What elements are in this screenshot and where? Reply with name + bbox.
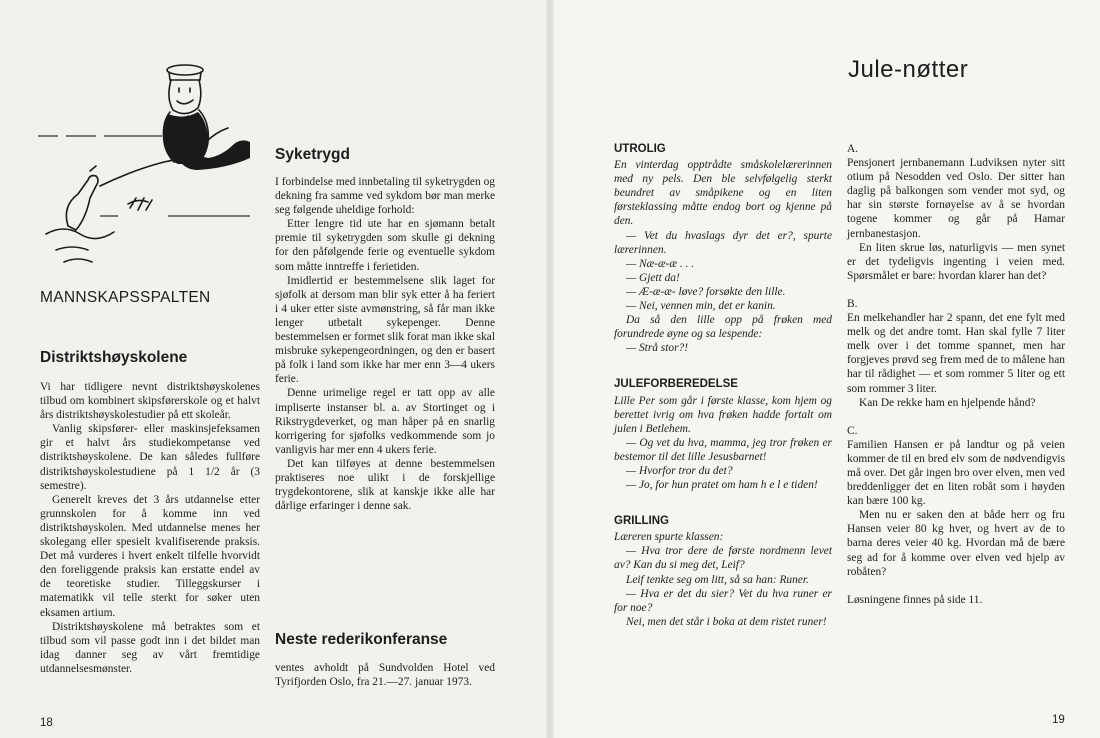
puzzle-c — [847, 424, 1065, 579]
paragraph: I forbindelse med innbetaling til syketrygden og dekning fra samme ved sykdom bør man merke seg følgende uheldige forhold: — [275, 176, 495, 217]
article-body-syketrygd — [275, 175, 495, 513]
joke-line: Nei, men det står i boka at dem ristet runer! — [626, 615, 827, 628]
joke-line: Lille Per som går i første klasse, kom hjem og berettet ivrig om hva frøken hadde fortalt om julen i Betlehem. — [614, 394, 832, 435]
joke-line: — Vet du hvaslags dyr det er?, spurte lærerinnen. — [614, 229, 832, 256]
paragraph: Etter lengre tid ute har en sjømann betalt premie til syketrygden som skulle gi dekning for den påfølgende ferie og eventuelle sykdom som måtte inntreffe i ferietiden. — [275, 218, 495, 273]
joke-line: — Gjett da! — [626, 271, 680, 284]
paragraph: ventes avholdt på Sundvolden Hotel ved Tyrifjorden Oslo, fra 21.—27. januar 1973. — [275, 662, 495, 689]
paragraph: Generelt kreves det 3 års utdannelse etter grunnskolen for å komme inn ved distriktshøyskolen. Med utdannelse menes her skolegang eller spesielt kvalifiserende praksis. Det må vurderes i hvert enkelt tilfelle hvorvidt den foreliggende praksis kan erstatte endel av de teoretiske studier. Tilleggskurser i matematikk vil telle sterkt for søker uten eksamen artium. — [40, 493, 260, 619]
joke-line: — Nei, vennen min, det er kanin. — [626, 300, 776, 313]
paragraph: En melkehandler har 2 spann, det ene fylt med melk og det andre tomt. Han skal fylle 7 liter melk over i det tomme spannet, men har forgjeves prøvd seg frem med de to målene han har til rådighet — et som rommer 5 liter og ett som rommer 3 liter. — [847, 312, 1065, 395]
joke-heading: UTROLIG — [614, 143, 666, 155]
paragraph: Denne urimelige regel er tatt opp av alle impliserte instanser bl. a. av Stortinget og i Rikstrygdeverket, og man håper på en snarlig korrigering for sjøfolks vedkommende som jo vanligvis har mer enn 4 ukers ferie. — [275, 387, 495, 456]
paragraph: Pensjonert jernbanemann Ludviksen nyter sitt otium på Nesodden ved Oslo. Der sitter han daglig på balkongen som vender mot syd, og har sin største fornøyelse av å se hvordan togene kommer og går på Hamar jernbanestasjon. — [847, 157, 1065, 240]
joke-juleforberedelse — [614, 377, 832, 492]
solutions-note: Løsningene finnes på side 11. — [847, 593, 983, 606]
paragraph: Imidlertid er bestemmelsene slik laget for sjøfolk at dersom man blir syk etter å ha feriert i 4 uker etter siste avmønstring, så får man ikke lenger utbetalt sykepenger. Denne bestemmelsen er formet slik forat man ikke skal misbruke sykepengeordningen, og den er basert på folk i land som ikke har mer enn 3—4 ukers ferie. — [275, 274, 495, 386]
joke-grilling — [614, 514, 832, 629]
paragraph: Vanlig skipsfører- eller maskinsjefeksamen gir et halvt års studiekompetanse ved distriktshøyskolene. De kan således fullføre distriktshøyskolestudiene på 1 1/2 år (3 semestre). — [40, 423, 260, 492]
page-gutter — [546, 0, 554, 738]
puzzle-b — [847, 297, 1065, 410]
joke-line: — Hva er det du sier? Vet du hva runer er for noe? — [614, 587, 832, 614]
joke-line: — Strå stor?! — [626, 342, 689, 355]
page-title: Jule-nøtter — [848, 56, 969, 83]
paragraph: Vi har tidligere nevnt distriktshøyskolenes tilbud om kombinert skipsførerskole og et halvt års distriktshøyskolestudier på ett skoleår. — [40, 381, 260, 422]
joke-line: Læreren spurte klassen: — [614, 531, 724, 544]
joke-heading: GRILLING — [614, 515, 669, 528]
paragraph: Kan De rekke ham en hjelpende hånd? — [859, 396, 1036, 409]
joke-line: — Hvorfor tror du det? — [626, 464, 733, 477]
paragraph: Familien Hansen er på landtur og på veien kommer de til en bred elv som de nødvendigvis må over. Det går ingen bro over elven, men ved breddenligger det en liten robåt som i høyden kan bære 100 kg. — [847, 438, 1065, 508]
joke-line: En vinterdag opptrådte småskolelærerinnen med ny pels. Den ble selvfølgelig sterkt beundret av småpikene og en liten førsteklassing måtte endog bort og kjenne på den. — [614, 159, 832, 228]
article-heading-distriktshoyskolene: Distriktshøyskolene — [40, 349, 188, 366]
puzzle-a — [847, 142, 1065, 283]
joke-line: — Jo, for hun pratet om ham h e l e tiden! — [626, 479, 818, 492]
joke-heading: JULEFORBEREDELSE — [614, 378, 738, 391]
paragraph: En liten skrue løs, naturligvis — men synet er det tydeligvis ingenting i veien med. Spørsmålet er bare: hvordan klarer han det? — [847, 241, 1065, 282]
joke-line: Da så den lille opp på frøken med forundrede øyne og sa lespende: — [614, 314, 832, 341]
puzzle-label: B. — [847, 297, 858, 310]
joke-utrolig — [614, 142, 832, 355]
joke-line: — Næ-æ-æ . . . — [626, 257, 695, 270]
paragraph: Det kan tilføyes at denne bestemmelsen praktiseres noe ulikt i de forskjellige trygdekontorene, slik at kanskje ikke alle har dårlige erfaringer i denne sak. — [275, 457, 495, 513]
sailor-illustration — [38, 58, 260, 268]
paragraph: Men nu er saken den at både herr og fru Hansen veier 80 kg hver, og hvert av de to barna deres veier 40 kg. Hvordan må de bære seg ad for å komme over elven ved hjelp av robåten? — [847, 509, 1065, 578]
puzzles-column — [847, 142, 1065, 607]
jokes-column — [614, 142, 832, 629]
article-heading-syketrygd: Syketrygd — [275, 146, 350, 163]
joke-line: Leif tenkte seg om litt, så sa han: Runer. — [626, 573, 809, 586]
column-title: MANNSKAPSSPALTEN — [40, 289, 211, 306]
joke-line: — Æ-æ-æ- løve? forsøkte den lille. — [626, 285, 786, 298]
page-number-right: 19 — [1052, 714, 1065, 726]
puzzle-label: A. — [847, 143, 859, 155]
joke-line: — Og vet du hva, mamma, jeg tror frøken er bestemor til det lille Jesusbarnet! — [614, 436, 832, 463]
article-heading-rederikonferanse: Neste rederikonferanse — [275, 631, 448, 648]
paragraph: Distriktshøyskolene må betraktes som et tilbud som vil passe godt inn i det bildet man idag danner seg av vårt fremtidige utdannelsesmønster. — [40, 620, 260, 675]
article-body-rederikonferanse — [275, 661, 495, 689]
page-number-left: 18 — [40, 717, 53, 729]
joke-line: — Hva tror dere de første nordmenn levet av? Kan du si meg det, Leif? — [614, 545, 832, 572]
puzzle-label: C. — [847, 424, 858, 437]
article-body-distriktshoyskolene — [40, 380, 260, 676]
